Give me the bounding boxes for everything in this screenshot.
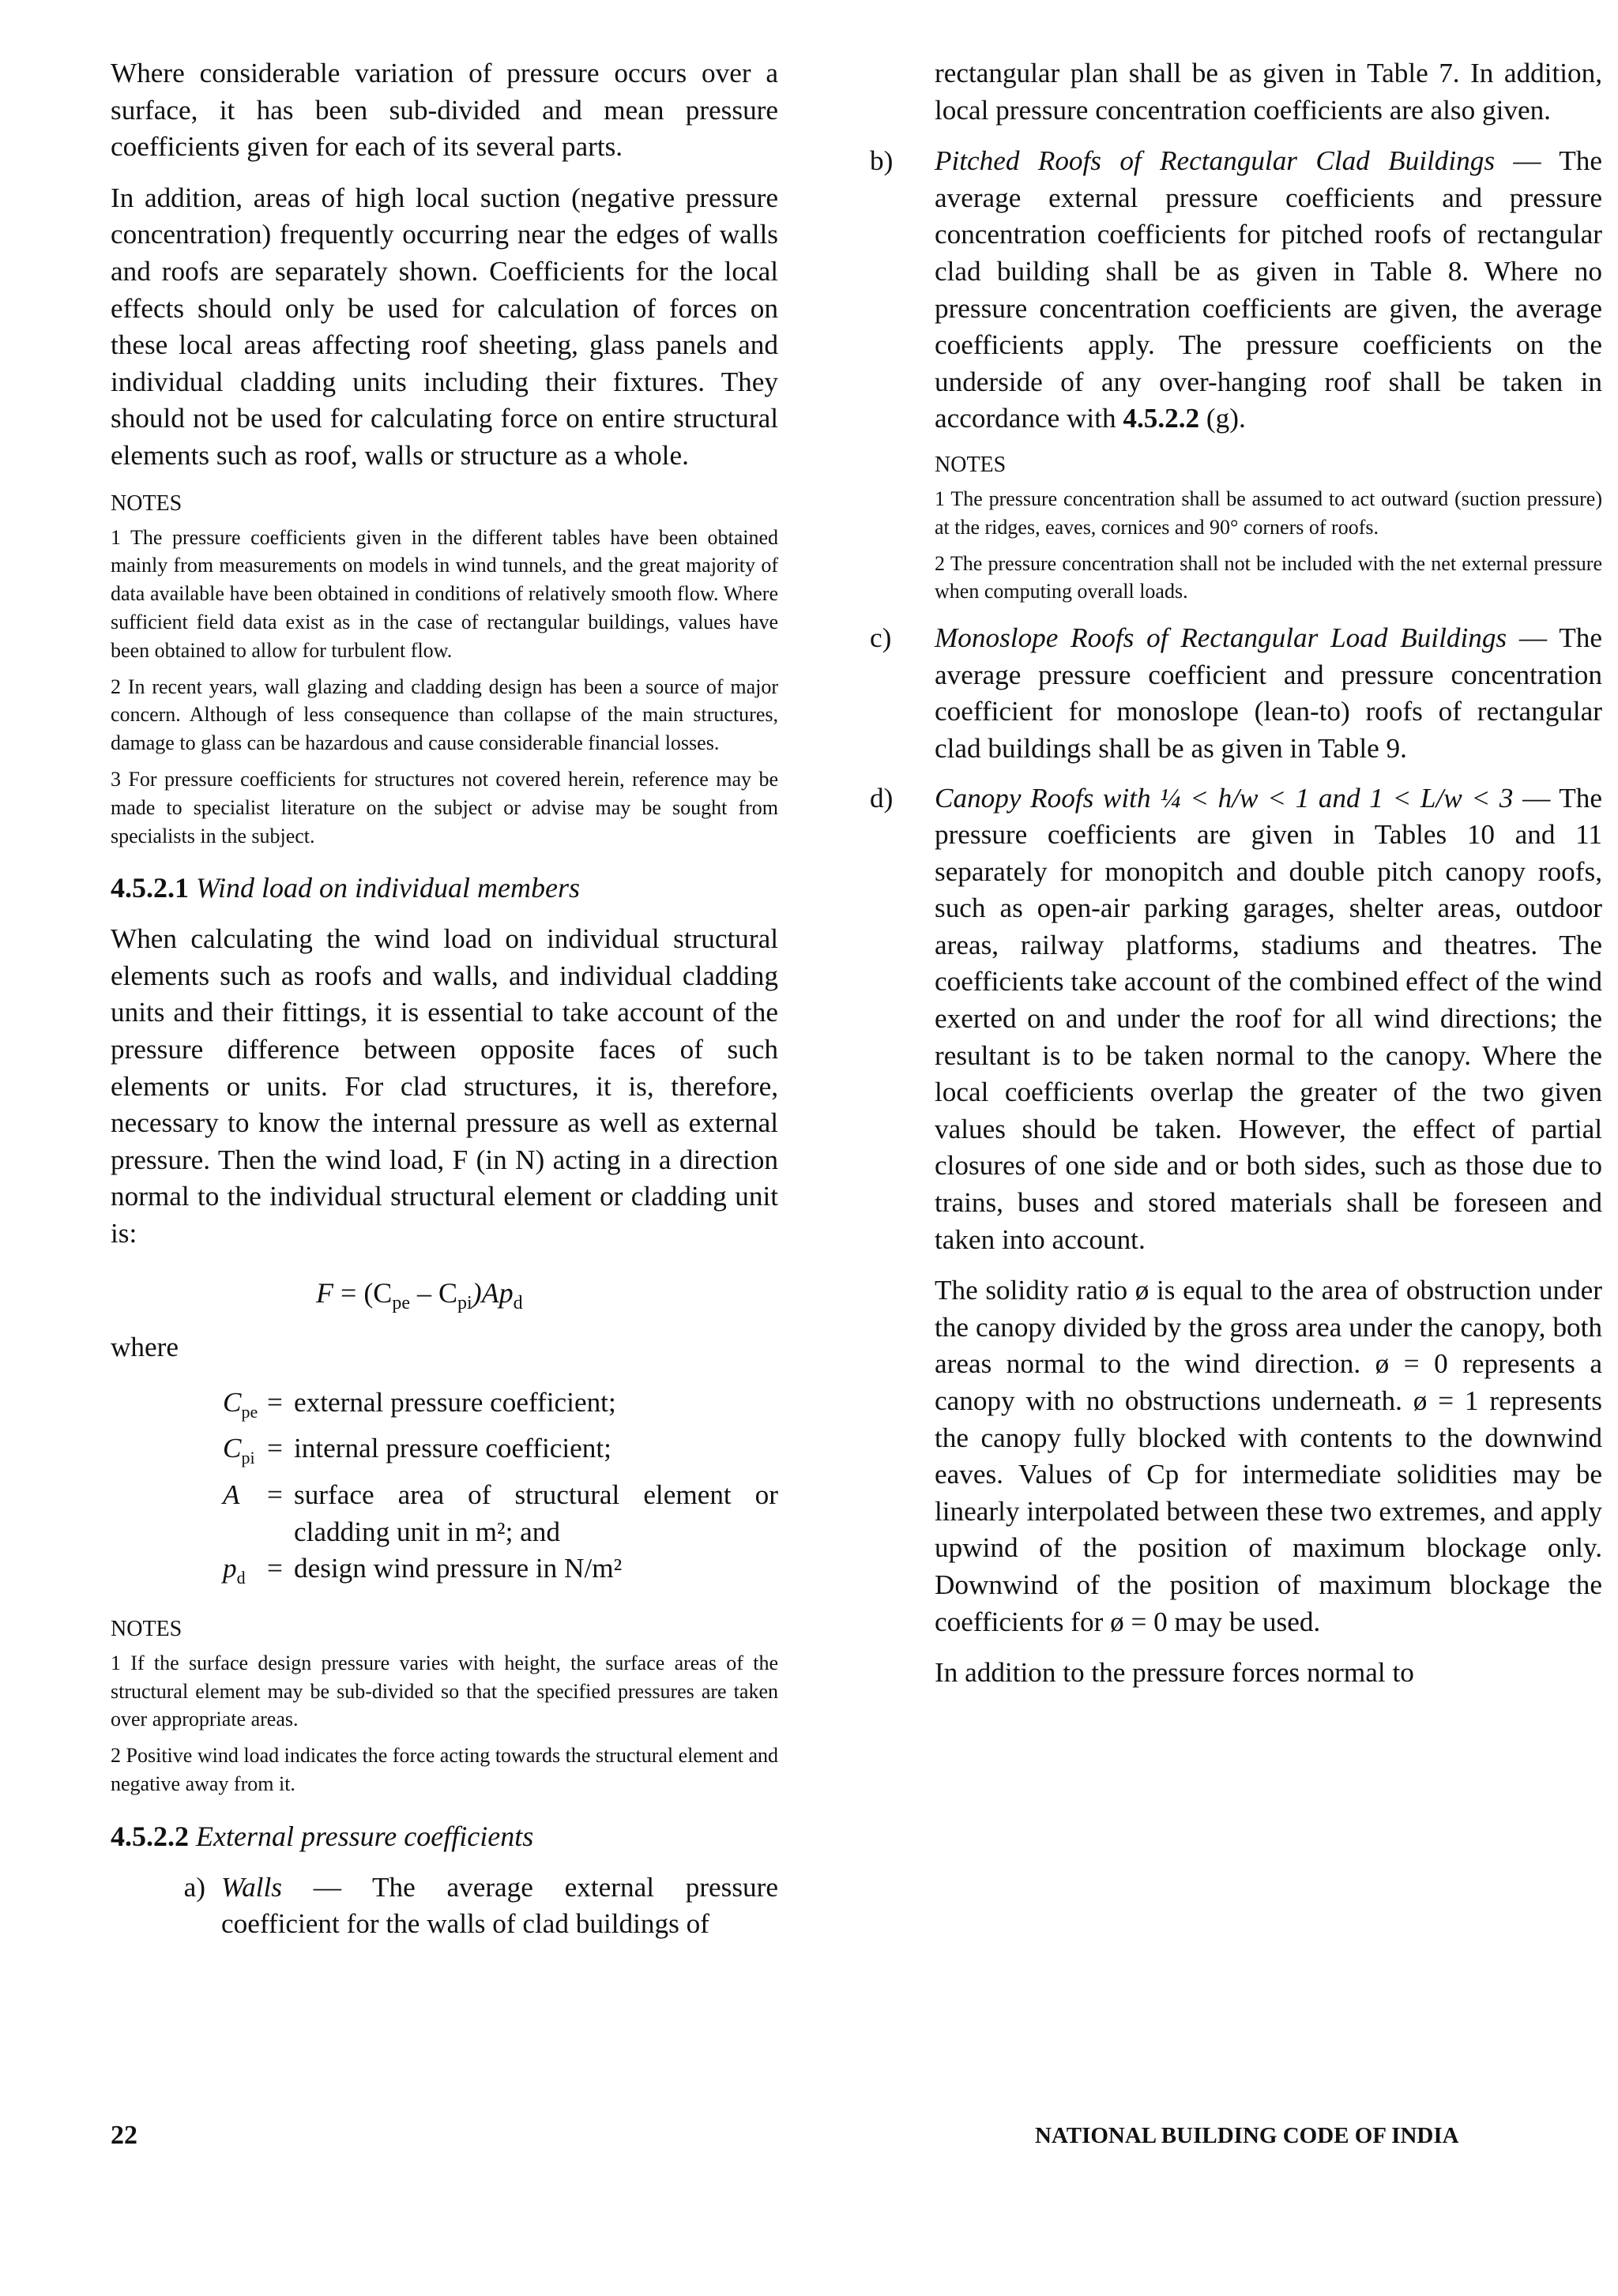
formula-sub-d: d (513, 1292, 523, 1313)
definition-symbol: $p_d$ (223, 1553, 246, 1588)
definition-equals: = (267, 1386, 283, 1418)
where-label: where (111, 1331, 179, 1362)
running-footer-title: NATIONAL BUILDING CODE OF INDIA (1035, 2123, 1459, 2148)
formula-cpi: – C (416, 1276, 457, 1309)
definition-text: design wind pressure in N/m² (294, 1553, 623, 1584)
notes-heading: NOTES (111, 1616, 182, 1641)
list-item-b (870, 143, 1602, 438)
intro-paragraph-1: Where considerable variation of pressure occurs over a surface, it has been sub-divided and mean pressure coefficients given for each of its several parts. (111, 58, 778, 163)
list-item-text: — The average external pressure coefficient for the walls of clad buildings of (221, 1871, 778, 1940)
list-item-title: Walls (221, 1871, 282, 1903)
solidity-paragraph: The solidity ratio ø is equal to the area of obstruction under the canopy divided by the gross area under the canopy, both areas normal to the wind direction. ø = 0 represents a canopy with no obstructions underneath. ø = 1 represents the canopy fully blocked with contents to the downwind eaves. Values of Cp for intermediate solidities may be linearly interpolated between these two extremes, and apply upwind of the position of maximum blockage only. Downwind of the position of maximum blockage the coefficients for ø = 0 may be used. (935, 1275, 1602, 1637)
left-column (111, 55, 778, 1956)
definition-text: surface area of structural element or cladding unit in m²; and (294, 1479, 778, 1547)
right-column (870, 55, 1602, 1719)
list-item-label: c) (870, 622, 892, 654)
list-item-title: Canopy Roofs with ¼ < h/w < 1 and 1 < L/w < 3 (935, 782, 1514, 814)
list-item-title: Pitched Roofs of Rectangular Clad Buildings (935, 145, 1496, 177)
list-item-body (935, 780, 1602, 1706)
list-item-text: — The average pressure coefficient and pressure concentration coefficient for monoslope (lean-to) roofs of rectangular clad buildings shall be as given in Table 9. (935, 622, 1602, 764)
wind-load-formula (316, 1275, 778, 1321)
continued-paragraph: rectangular plan shall be as given in Table 7. In addition, local pressure concentration coefficients are also given. (935, 58, 1602, 126)
formula-sub-pe: pe (392, 1292, 410, 1313)
section-reference: 4.5.2.2 (1123, 403, 1200, 434)
section-title: Wind load on individual members (196, 872, 580, 904)
definition-equals: = (267, 1553, 283, 1584)
section-number: 4.5.2.2 (111, 1820, 189, 1852)
note-item: 2 The pressure concentration shall not be included with the net external pressure when computing overall loads. (935, 551, 1602, 603)
note-item: 2 In recent years, wall glazing and cladding design has been a source of major concern. Although of less consequence than collapse of the main structures, damage to glass can be hazardous and cause considerable financial losses. (111, 675, 778, 755)
formula-cpe: (C (363, 1276, 393, 1309)
list-item-label: d) (870, 782, 894, 814)
list-item-c (870, 620, 1602, 767)
section-number: 4.5.2.1 (111, 872, 189, 904)
note-item: 1 The pressure concentration shall be assumed to act outward (suction pressure) at the ridges, eaves, cornices and 90° corners of roofs. (935, 487, 1602, 539)
formula-sub-pi: pi (457, 1292, 472, 1313)
formula-equals: = (341, 1276, 357, 1309)
note-item: 1 The pressure coefficients given in the different tables have been obtained mainly from measurements on models in wind tunnels, and the great majority of data available have been obtained in conditions of relatively smooth flow. Where sufficient field data exist as in the case of rectangular buildings, values have been obtained to allow for turbulent flow. (111, 525, 778, 662)
section-heading-4522 (111, 1817, 778, 1855)
section-heading-4521 (111, 869, 778, 907)
definition-list (223, 1385, 778, 1597)
definition-row (223, 1550, 778, 1597)
list-item-text-tail: (g). (1199, 403, 1246, 434)
page-number: 22 (111, 2121, 137, 2150)
definition-symbol: $C_{pe}$ (223, 1386, 258, 1422)
definition-symbol: A (223, 1479, 240, 1511)
intro-paragraph-2: In addition, areas of high local suction (negative pressure concentration) frequently occurring near the edges of walls and roofs are separately shown. Coefficients for the local effects should only be used for calculation of forces on these local areas affecting roof sheeting, glass panels and individual cladding units including their fixtures. They should not be used for calculating force on entire structural elements such as roof, walls or structure as a whole. (111, 182, 778, 471)
formula-apd: )Ap (472, 1276, 514, 1309)
note-item: 1 If the surface design pressure varies with height, the surface areas of the structural element may be sub-divided so that the specified pressures are taken over appropriate areas. (111, 1651, 778, 1731)
list-item-body (935, 143, 1602, 438)
list-item-body (935, 620, 1602, 767)
section-title: External pressure coefficients (196, 1820, 534, 1852)
section-4521-paragraph: When calculating the wind load on individual structural elements such as roofs and walls, and individual cladding units and their fittings, it is essential to take account of the pressure difference between opposite faces of such elements or units. For clad structures, it is, therefore, necessary to know the internal pressure as well as external pressure. Then the wind load, F (in N) acting in a direction normal to the individual structural element or cladding unit is: (111, 923, 778, 1249)
definition-row (223, 1430, 778, 1477)
list-item-d (870, 780, 1602, 1706)
definition-text: internal pressure coefficient; (294, 1433, 611, 1464)
definition-equals: = (267, 1479, 283, 1511)
list-item-label: a) (183, 1871, 205, 1903)
list-item-a (111, 1869, 778, 1943)
note-item: 2 Positive wind load indicates the force acting towards the structural element and negative away from it. (111, 1744, 778, 1796)
list-item-label: b) (870, 145, 894, 177)
definition-row (223, 1385, 778, 1431)
pressure-forces-paragraph: In addition to the pressure forces normal to (935, 1657, 1414, 1689)
list-item-body (221, 1869, 778, 1943)
note-item: 3 For pressure coefficients for structures not covered herein, reference may be made to specialist literature on the subject or advise may be sought from specialists in the subject. (111, 767, 778, 847)
definition-text: external pressure coefficient; (294, 1386, 616, 1418)
definition-symbol: $C_{pi}$ (223, 1433, 255, 1468)
notes-heading: NOTES (111, 490, 182, 516)
list-item-title: Monoslope Roofs of Rectangular Load Buildings (935, 622, 1507, 654)
list-item-text: — The average external pressure coefficients and pressure concentration coefficients for pitched roofs of rectangular clad building shall be as given in Table 8. Where no pressure concentration coefficients are given, the average coefficients apply. The pressure coefficients on the underside of any over-hanging roof shall be taken in accordance with (935, 145, 1602, 434)
formula-lhs: F (316, 1276, 333, 1309)
notes-heading: NOTES (935, 452, 1007, 477)
definition-equals: = (267, 1433, 283, 1464)
list-item-text: — The pressure coefficients are given in Tables 10 and 11 separately for monopitch and double pitch canopy roofs, such as open-air parking garages, shelter areas, outdoor areas, railway platforms, stadiums and theatres. The coefficients take account of the combined effect of the wind exerted on and under the roof for all wind directions; the resultant is to be taken normal to the canopy. Where the local coefficients overlap the greater of the two given values should be taken. However, the effect of partial closures of one side and or both sides, such as those due to trains, buses and stored materials shall be foreseen and taken into account. (935, 782, 1602, 1255)
definition-row (223, 1477, 778, 1550)
